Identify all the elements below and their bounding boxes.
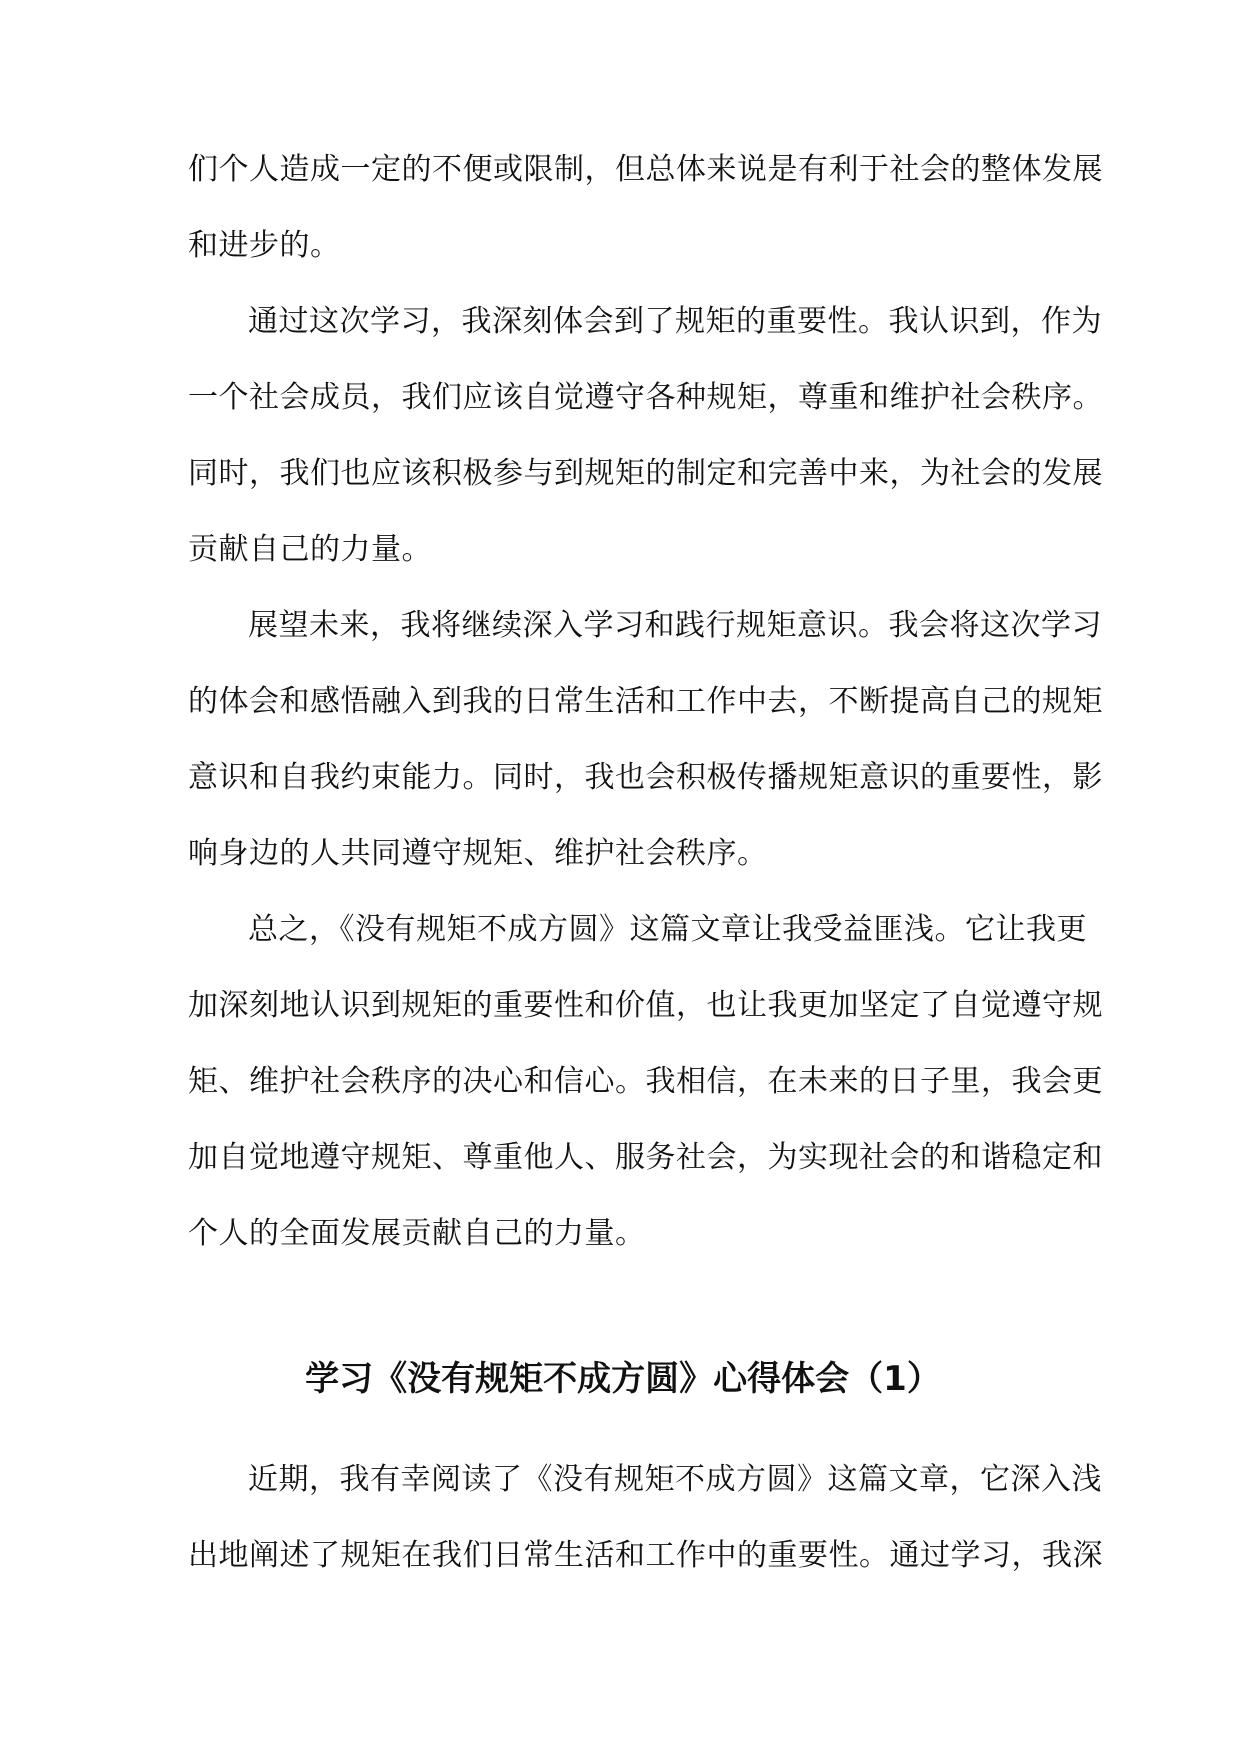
paragraph-line: 贡献自己的力量。 bbox=[188, 532, 432, 567]
paragraph-line: 总之，《没有规矩不成方圆》这篇文章让我受益匪浅。它让我更 bbox=[248, 912, 1087, 947]
paragraph-line: 们个人造成一定的不便或限制，但总体来说是有利于社会的整体发展 bbox=[188, 152, 1103, 187]
paragraph-line: 矩、维护社会秩序的决心和信心。我相信，在未来的日子里，我会更 bbox=[188, 1064, 1103, 1099]
document-body bbox=[188, 140, 1103, 1602]
paragraph-line: 加自觉地遵守规矩、尊重他人、服务社会，为实现社会的和谐稳定和 bbox=[188, 1140, 1103, 1175]
paragraph-line: 同时，我们也应该积极参与到规矩的制定和完善中来，为社会的发展 bbox=[188, 456, 1103, 491]
section-heading: 学习《没有规矩不成方圆》心得体会（1） bbox=[305, 1359, 941, 1399]
paragraph-line: 近期，我有幸阅读了《没有规矩不成方圆》这篇文章，它深入浅 bbox=[248, 1462, 1102, 1497]
paragraph-line: 意识和自我约束能力。同时，我也会积极传播规矩意识的重要性，影 bbox=[188, 760, 1103, 795]
paragraph-line: 个人的全面发展贡献自己的力量。 bbox=[188, 1216, 646, 1251]
paragraph-line: 一个社会成员，我们应该自觉遵守各种规矩，尊重和维护社会秩序。 bbox=[188, 380, 1103, 415]
paragraph-line: 通过这次学习，我深刻体会到了规矩的重要性。我认识到，作为 bbox=[248, 304, 1102, 339]
paragraph-line: 出地阐述了规矩在我们日常生活和工作中的重要性。通过学习，我深 bbox=[188, 1538, 1103, 1573]
paragraph-line: 和进步的。 bbox=[188, 228, 341, 263]
paragraph-line: 展望未来，我将继续深入学习和践行规矩意识。我会将这次学习 bbox=[248, 608, 1102, 643]
paragraph-line: 的体会和感悟融入到我的日常生活和工作中去，不断提高自己的规矩 bbox=[188, 684, 1103, 719]
paragraph-line: 加深刻地认识到规矩的重要性和价值，也让我更加坚定了自觉遵守规 bbox=[188, 988, 1103, 1023]
paragraph-line: 响身边的人共同遵守规矩、维护社会秩序。 bbox=[188, 836, 768, 871]
